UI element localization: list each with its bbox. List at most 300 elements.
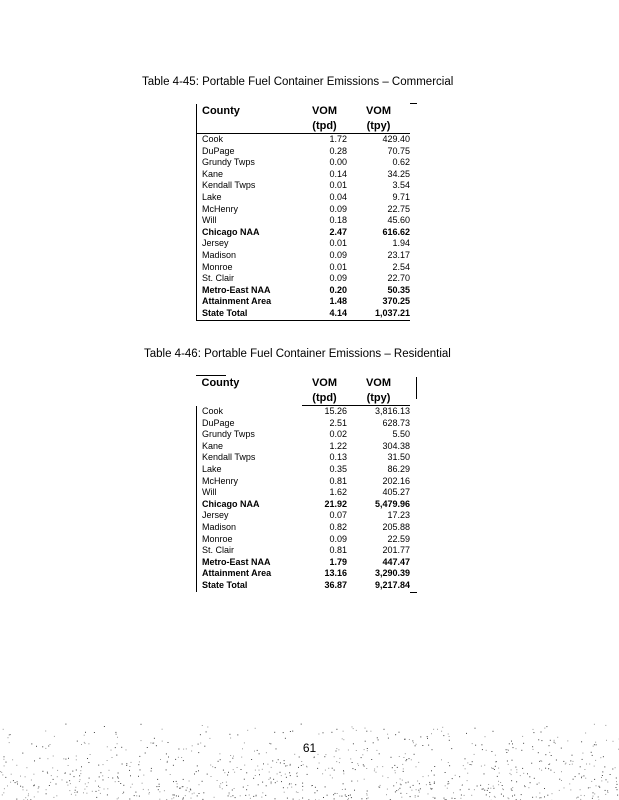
scan-speck	[581, 776, 582, 777]
scan-speck	[198, 752, 199, 753]
scan-speck	[594, 744, 595, 745]
tpd-cell: 1.79	[329, 556, 347, 567]
scan-speck	[343, 731, 344, 732]
scan-speck	[552, 793, 553, 794]
scan-speck	[605, 790, 606, 791]
scan-speck	[434, 782, 435, 783]
scan-speck	[508, 750, 509, 751]
scan-speck	[423, 776, 424, 777]
scan-speck	[294, 754, 295, 755]
scan-speck	[561, 780, 562, 781]
scan-speck	[47, 772, 48, 773]
scan-speck	[354, 790, 355, 791]
scan-speck	[76, 756, 77, 757]
scan-speck	[593, 792, 594, 793]
scan-speck	[194, 793, 195, 794]
scan-speck	[10, 734, 11, 735]
scan-speck	[270, 743, 271, 744]
scan-speck	[448, 734, 449, 735]
scan-speck	[176, 795, 177, 796]
scan-speck	[350, 795, 351, 796]
scan-speck	[185, 795, 186, 796]
scan-speck	[561, 771, 562, 772]
scan-speck	[356, 750, 357, 751]
scan-speck	[229, 792, 230, 793]
tpd-cell: 0.09	[329, 533, 347, 544]
scan-speck	[234, 772, 235, 773]
county-cell: Chicago NAA	[197, 499, 303, 511]
scan-speck	[47, 758, 48, 759]
scan-speck	[416, 744, 417, 745]
scan-speck	[515, 767, 516, 768]
scan-speck	[406, 793, 407, 794]
scan-speck	[85, 743, 86, 744]
scan-speck	[108, 777, 109, 778]
scan-speck	[183, 779, 184, 780]
scan-speck	[129, 799, 130, 800]
scan-speck	[451, 748, 452, 749]
scan-speck	[16, 799, 17, 800]
county-cell: Grundy Twps	[197, 157, 303, 169]
scan-speck	[241, 769, 242, 770]
scan-speck	[605, 794, 606, 795]
scan-speck	[539, 782, 540, 783]
scan-speck	[107, 746, 108, 747]
tpy-cell: 1,037.21	[347, 308, 410, 320]
scan-speck	[194, 774, 195, 775]
scan-speck	[502, 785, 503, 786]
scan-speck	[318, 754, 319, 755]
table-row	[197, 262, 411, 274]
scan-speck	[222, 782, 223, 783]
scan-speck	[516, 781, 517, 782]
scan-speck	[416, 789, 417, 790]
scan-noise	[0, 712, 619, 800]
scan-speck	[211, 776, 212, 777]
scan-speck	[183, 760, 184, 761]
scan-speck	[96, 797, 97, 798]
scan-speck	[594, 766, 595, 767]
scan-speck	[107, 794, 108, 795]
scan-speck	[591, 752, 592, 753]
tpy-cell: 628.73	[382, 417, 410, 428]
scan-speck	[366, 798, 367, 799]
scan-speck	[62, 779, 63, 780]
scan-speck	[409, 758, 410, 759]
county-cell: State Total	[197, 308, 303, 320]
table-row	[197, 464, 411, 476]
scan-speck	[403, 771, 404, 772]
scan-speck	[48, 746, 49, 747]
scan-speck	[280, 772, 281, 773]
scan-speck	[541, 740, 542, 741]
scan-speck	[327, 795, 328, 796]
scan-speck	[334, 798, 335, 799]
scan-speck	[262, 782, 263, 783]
scan-speck	[257, 766, 258, 767]
scan-speck	[65, 724, 66, 725]
scan-speck	[38, 788, 39, 789]
scan-speck	[348, 750, 349, 751]
scan-speck	[607, 782, 608, 783]
scan-speck	[573, 779, 574, 780]
scan-speck	[3, 759, 4, 760]
scan-speck	[527, 773, 528, 774]
scan-speck	[334, 756, 335, 757]
scan-speck	[503, 789, 504, 790]
scan-speck	[444, 798, 445, 799]
tpd-cell: 0.09	[329, 203, 347, 214]
scan-speck	[591, 781, 592, 782]
scan-speck	[467, 762, 468, 763]
scan-speck	[297, 772, 298, 773]
scan-speck	[178, 796, 179, 797]
tpy-cell: 50.35	[387, 284, 410, 295]
scan-speck	[94, 732, 95, 733]
scan-speck	[281, 775, 282, 776]
scan-speck	[142, 783, 143, 784]
scan-speck	[498, 781, 499, 782]
scan-speck	[291, 783, 292, 784]
scan-speck	[317, 790, 318, 791]
scan-speck	[467, 780, 468, 781]
scan-speck	[271, 782, 272, 783]
county-cell: DuPage	[197, 146, 303, 158]
tpy-cell: 9.71	[392, 191, 410, 202]
scan-speck	[512, 790, 513, 791]
scan-speck	[474, 789, 475, 790]
scan-speck	[173, 781, 174, 782]
scan-speck	[5, 777, 6, 778]
scan-speck	[277, 773, 278, 774]
scan-speck	[388, 738, 389, 739]
tpd-cell: 0.01	[329, 180, 347, 191]
scan-speck	[427, 738, 428, 739]
scan-speck	[540, 760, 541, 761]
scan-speck	[486, 794, 487, 795]
scan-speck	[593, 796, 594, 797]
scan-speck	[346, 796, 347, 797]
scan-speck	[183, 786, 184, 787]
scan-speck	[467, 773, 468, 774]
scan-speck	[235, 797, 236, 798]
county-cell: Will	[197, 215, 303, 227]
scan-speck	[151, 768, 152, 769]
scan-speck	[314, 757, 315, 758]
scan-speck	[290, 765, 291, 766]
scan-speck	[413, 785, 414, 786]
scan-speck	[348, 795, 349, 796]
scan-speck	[85, 783, 86, 784]
table-row	[197, 568, 411, 580]
scan-speck	[472, 761, 473, 762]
scan-speck	[343, 773, 344, 774]
scan-speck	[301, 724, 302, 725]
scan-speck	[415, 795, 416, 796]
scan-speck	[345, 795, 346, 796]
scan-speck	[103, 779, 104, 780]
scan-speck	[500, 782, 501, 783]
scan-speck	[334, 770, 335, 771]
scan-speck	[215, 767, 216, 768]
table-46-caption: Table 4-46: Portable Fuel Container Emissions – Residential	[144, 348, 451, 360]
scan-speck	[554, 772, 555, 773]
scan-speck	[539, 797, 540, 798]
scan-speck	[343, 739, 344, 740]
scan-speck	[493, 768, 494, 769]
tpd-unit-header: (tpd)	[302, 391, 347, 406]
tpy-cell: 447.47	[382, 556, 410, 567]
scan-speck	[126, 763, 127, 764]
scan-speck	[336, 748, 337, 749]
scan-speck	[495, 766, 496, 767]
scan-speck	[284, 792, 285, 793]
scan-speck	[26, 790, 27, 791]
scan-speck	[556, 760, 557, 761]
scan-speck	[362, 754, 363, 755]
table-row	[197, 545, 411, 557]
scan-speck	[379, 753, 380, 754]
scan-speck	[250, 798, 251, 799]
scan-speck	[582, 759, 583, 760]
scan-speck	[494, 769, 495, 770]
scan-speck	[107, 788, 108, 789]
scan-speck	[586, 764, 587, 765]
scan-speck	[530, 782, 531, 783]
scan-speck	[42, 746, 43, 747]
scan-speck	[247, 785, 248, 786]
scan-speck	[378, 786, 379, 787]
scan-speck	[386, 794, 387, 795]
scan-speck	[226, 782, 227, 783]
scan-speck	[465, 758, 466, 759]
scan-speck	[46, 789, 47, 790]
scan-speck	[348, 798, 349, 799]
county-cell: Madison	[197, 522, 303, 534]
tpy-cell: 1.94	[392, 238, 410, 249]
scan-speck	[364, 766, 365, 767]
scan-speck	[442, 727, 443, 728]
scan-speck	[317, 768, 318, 769]
scan-speck	[76, 770, 77, 771]
scan-speck	[570, 760, 571, 761]
table-row	[197, 204, 411, 216]
scan-speck	[588, 787, 589, 788]
scan-speck	[118, 778, 119, 779]
scan-speck	[578, 797, 579, 798]
scan-speck	[419, 792, 420, 793]
scan-speck	[548, 768, 549, 769]
scan-speck	[449, 736, 450, 737]
scan-speck	[395, 791, 396, 792]
scan-speck	[490, 788, 491, 789]
scan-speck	[38, 791, 39, 792]
scan-speck	[88, 743, 89, 744]
scan-speck	[484, 773, 485, 774]
scan-speck	[80, 773, 81, 774]
scan-speck	[606, 740, 607, 741]
scan-speck	[148, 793, 149, 794]
scan-speck	[168, 742, 169, 743]
scan-speck	[117, 743, 118, 744]
scan-speck	[433, 797, 434, 798]
scan-speck	[53, 779, 54, 780]
scan-speck	[112, 778, 113, 779]
scan-speck	[328, 768, 329, 769]
scan-speck	[109, 770, 110, 771]
scan-speck	[408, 782, 409, 783]
scan-speck	[493, 788, 494, 789]
scan-speck	[202, 781, 203, 782]
scan-speck	[266, 785, 267, 786]
scan-speck	[395, 772, 396, 773]
scan-speck	[325, 770, 326, 771]
scan-speck	[219, 785, 220, 786]
scan-speck	[417, 781, 418, 782]
scan-speck	[207, 727, 208, 728]
scan-speck	[200, 734, 201, 735]
scan-speck	[289, 772, 290, 773]
scan-speck	[493, 731, 494, 732]
scan-speck	[533, 732, 534, 733]
tpy-cell: 205.88	[382, 521, 410, 532]
scan-speck	[2, 774, 3, 775]
tpd-cell: 4.14	[302, 308, 347, 320]
scan-speck	[253, 796, 254, 797]
scan-speck	[255, 775, 256, 776]
scan-speck	[554, 740, 555, 741]
scan-speck	[598, 797, 599, 798]
scan-speck	[399, 756, 400, 757]
scan-speck	[601, 777, 602, 778]
county-cell: Cook	[197, 134, 303, 146]
scan-speck	[420, 736, 421, 737]
scan-speck	[455, 775, 456, 776]
scan-speck	[536, 797, 537, 798]
scan-speck	[168, 757, 169, 758]
table-row	[197, 273, 411, 285]
scan-speck	[261, 797, 262, 798]
scan-speck	[594, 793, 595, 794]
scan-speck	[280, 762, 281, 763]
scan-speck	[237, 734, 238, 735]
scan-speck	[488, 788, 489, 789]
scan-speck	[192, 745, 193, 746]
scan-speck	[472, 743, 473, 744]
scan-speck	[382, 766, 383, 767]
tpy-cell: 202.16	[382, 475, 410, 486]
scan-speck	[241, 757, 242, 758]
scan-speck	[301, 761, 302, 762]
scan-speck	[259, 753, 260, 754]
scan-speck	[567, 740, 568, 741]
scan-speck	[64, 773, 65, 774]
table-45-body	[197, 134, 411, 321]
scan-speck	[270, 778, 271, 779]
scan-speck	[431, 789, 432, 790]
table-row	[197, 215, 411, 227]
scan-speck	[81, 766, 82, 767]
scan-speck	[529, 776, 530, 777]
scan-speck	[115, 781, 116, 782]
scan-speck	[34, 785, 35, 786]
scan-speck	[89, 778, 90, 779]
scan-speck	[246, 772, 247, 773]
tpd-cell: 1.72	[329, 134, 347, 144]
scan-speck	[269, 743, 270, 744]
scan-speck	[197, 795, 198, 796]
scan-speck	[284, 760, 285, 761]
scan-speck	[377, 737, 378, 738]
scan-speck	[181, 757, 182, 758]
scan-speck	[315, 787, 316, 788]
scan-speck	[470, 764, 471, 765]
scan-speck	[22, 787, 23, 788]
scan-speck	[380, 785, 381, 786]
scan-speck	[63, 758, 64, 759]
scan-speck	[387, 789, 388, 790]
table-row	[197, 452, 411, 464]
scan-speck	[531, 763, 532, 764]
tpd-cell: 0.09	[329, 249, 347, 260]
tpy-cell: 22.75	[387, 203, 410, 214]
table-row	[197, 134, 411, 146]
scan-speck	[307, 766, 308, 767]
scan-speck	[512, 760, 513, 761]
scan-speck	[46, 793, 47, 794]
scan-speck	[561, 748, 562, 749]
scan-speck	[485, 736, 486, 737]
scan-speck	[283, 732, 284, 733]
scan-speck	[324, 756, 325, 757]
scan-speck	[465, 768, 466, 769]
scan-speck	[350, 758, 351, 759]
scan-speck	[111, 750, 112, 751]
scan-speck	[276, 762, 277, 763]
scan-speck	[230, 755, 231, 756]
scan-speck	[402, 764, 403, 765]
scan-speck	[292, 731, 293, 732]
scan-speck	[361, 798, 362, 799]
scan-speck	[431, 733, 432, 734]
scan-speck	[84, 735, 85, 736]
scan-speck	[366, 768, 367, 769]
vom-tpd-header: VOM	[311, 105, 338, 117]
tpd-cell: 0.00	[329, 157, 347, 168]
scan-speck	[220, 787, 221, 788]
table-row	[197, 250, 411, 262]
scan-speck	[166, 769, 167, 770]
scan-speck	[332, 768, 333, 769]
scan-speck	[363, 764, 364, 765]
scan-speck	[139, 796, 140, 797]
scan-speck	[302, 798, 303, 799]
scan-speck	[154, 738, 155, 739]
table-row	[197, 487, 411, 499]
scan-speck	[50, 782, 51, 783]
scan-speck	[173, 765, 174, 766]
scan-speck	[615, 767, 616, 768]
scan-speck	[34, 796, 35, 797]
scan-speck	[299, 757, 300, 758]
scan-speck	[31, 743, 32, 744]
scan-speck	[186, 748, 187, 749]
scan-speck	[45, 748, 46, 749]
scan-speck	[151, 771, 152, 772]
scan-speck	[335, 793, 336, 794]
scan-speck	[486, 750, 487, 751]
scan-speck	[74, 776, 75, 777]
